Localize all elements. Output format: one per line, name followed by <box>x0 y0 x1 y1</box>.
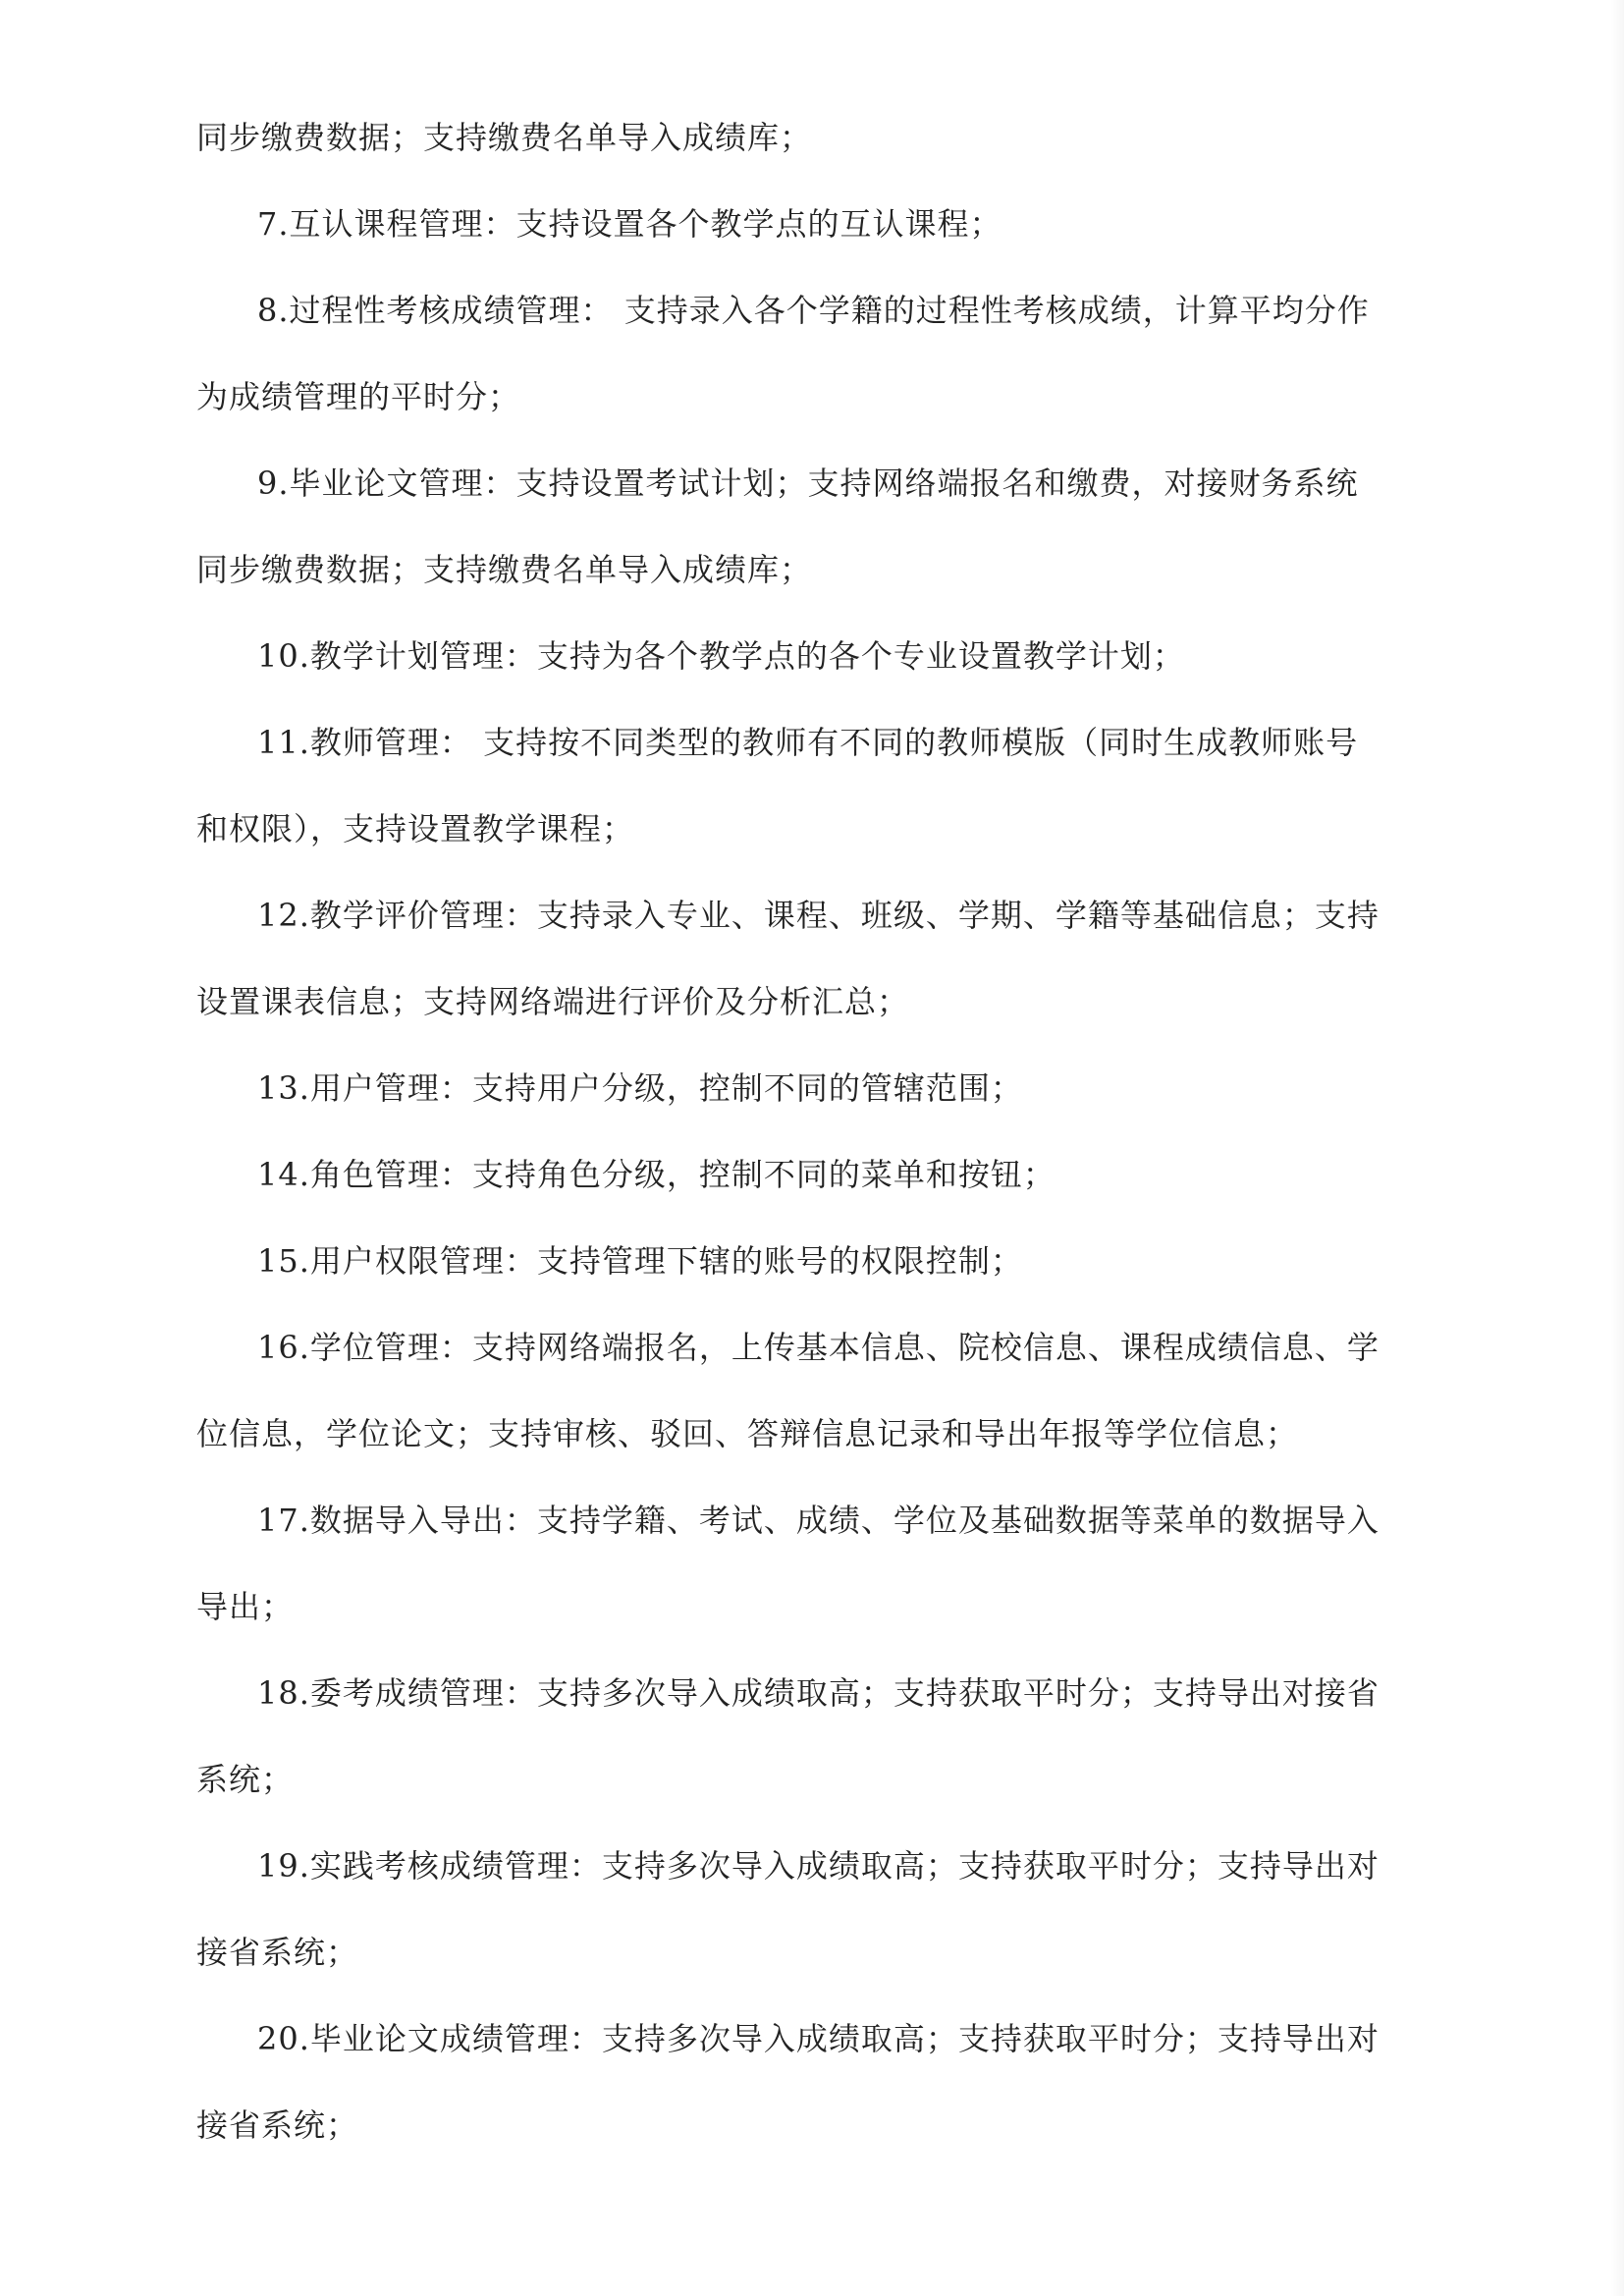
text-line: 13.用户管理：支持用户分级，控制不同的管辖范围； <box>257 1069 1023 1107</box>
text-line: 系统； <box>196 1761 295 1798</box>
text-line: 接省系统； <box>196 1934 359 1971</box>
text-line: 17.数据导入导出：支持学籍、考试、成绩、学位及基础数据等菜单的数据导入 <box>257 1502 1380 1539</box>
text-line: 10.教学计划管理：支持为各个教学点的各个专业设置教学计划； <box>257 637 1185 675</box>
text-line: 设置课表信息；支持网络端进行评价及分析汇总； <box>196 983 910 1020</box>
text-line: 同步缴费数据；支持缴费名单导入成绩库； <box>196 551 813 588</box>
text-line: 位信息，学位论文；支持审核、驳回、答辩信息记录和导出年报等学位信息； <box>196 1415 1299 1452</box>
text-line: 为成绩管理的平时分； <box>196 378 521 415</box>
text-line: 7.互认课程管理：支持设置各个教学点的互认课程； <box>257 205 1002 243</box>
text-line: 14.角色管理：支持角色分级，控制不同的菜单和按钮； <box>257 1156 1056 1193</box>
text-line: 9.毕业论文管理：支持设置考试计划；支持网络端报名和缴费，对接财务系统 <box>257 465 1359 502</box>
text-line: 18.委考成绩管理：支持多次导入成绩取高；支持获取平时分；支持导出对接省 <box>257 1674 1380 1712</box>
text-line: 11.教师管理： 支持按不同类型的教师有不同的教师模版（同时生成教师账号 <box>257 724 1359 761</box>
text-line: 19.实践考核成绩管理：支持多次导入成绩取高；支持获取平时分；支持导出对 <box>257 1847 1380 1885</box>
text-line: 同步缴费数据；支持缴费名单导入成绩库； <box>196 119 813 156</box>
text-line: 8.过程性考核成绩管理： 支持录入各个学籍的过程性考核成绩，计算平均分作 <box>257 292 1370 329</box>
text-line: 接省系统； <box>196 2106 359 2144</box>
text-line: 12.教学评价管理：支持录入专业、课程、班级、学期、学籍等基础信息；支持 <box>257 897 1380 934</box>
scan-edge-shading <box>1610 0 1624 2296</box>
text-line: 和权限），支持设置教学课程； <box>196 810 635 847</box>
text-line: 15.用户权限管理：支持管理下辖的账号的权限控制； <box>257 1242 1023 1280</box>
text-line: 导出； <box>196 1588 295 1625</box>
text-line: 20.毕业论文成绩管理：支持多次导入成绩取高；支持获取平时分；支持导出对 <box>257 2020 1380 2057</box>
text-line: 16.学位管理：支持网络端报名，上传基本信息、院校信息、课程成绩信息、学 <box>257 1329 1380 1366</box>
